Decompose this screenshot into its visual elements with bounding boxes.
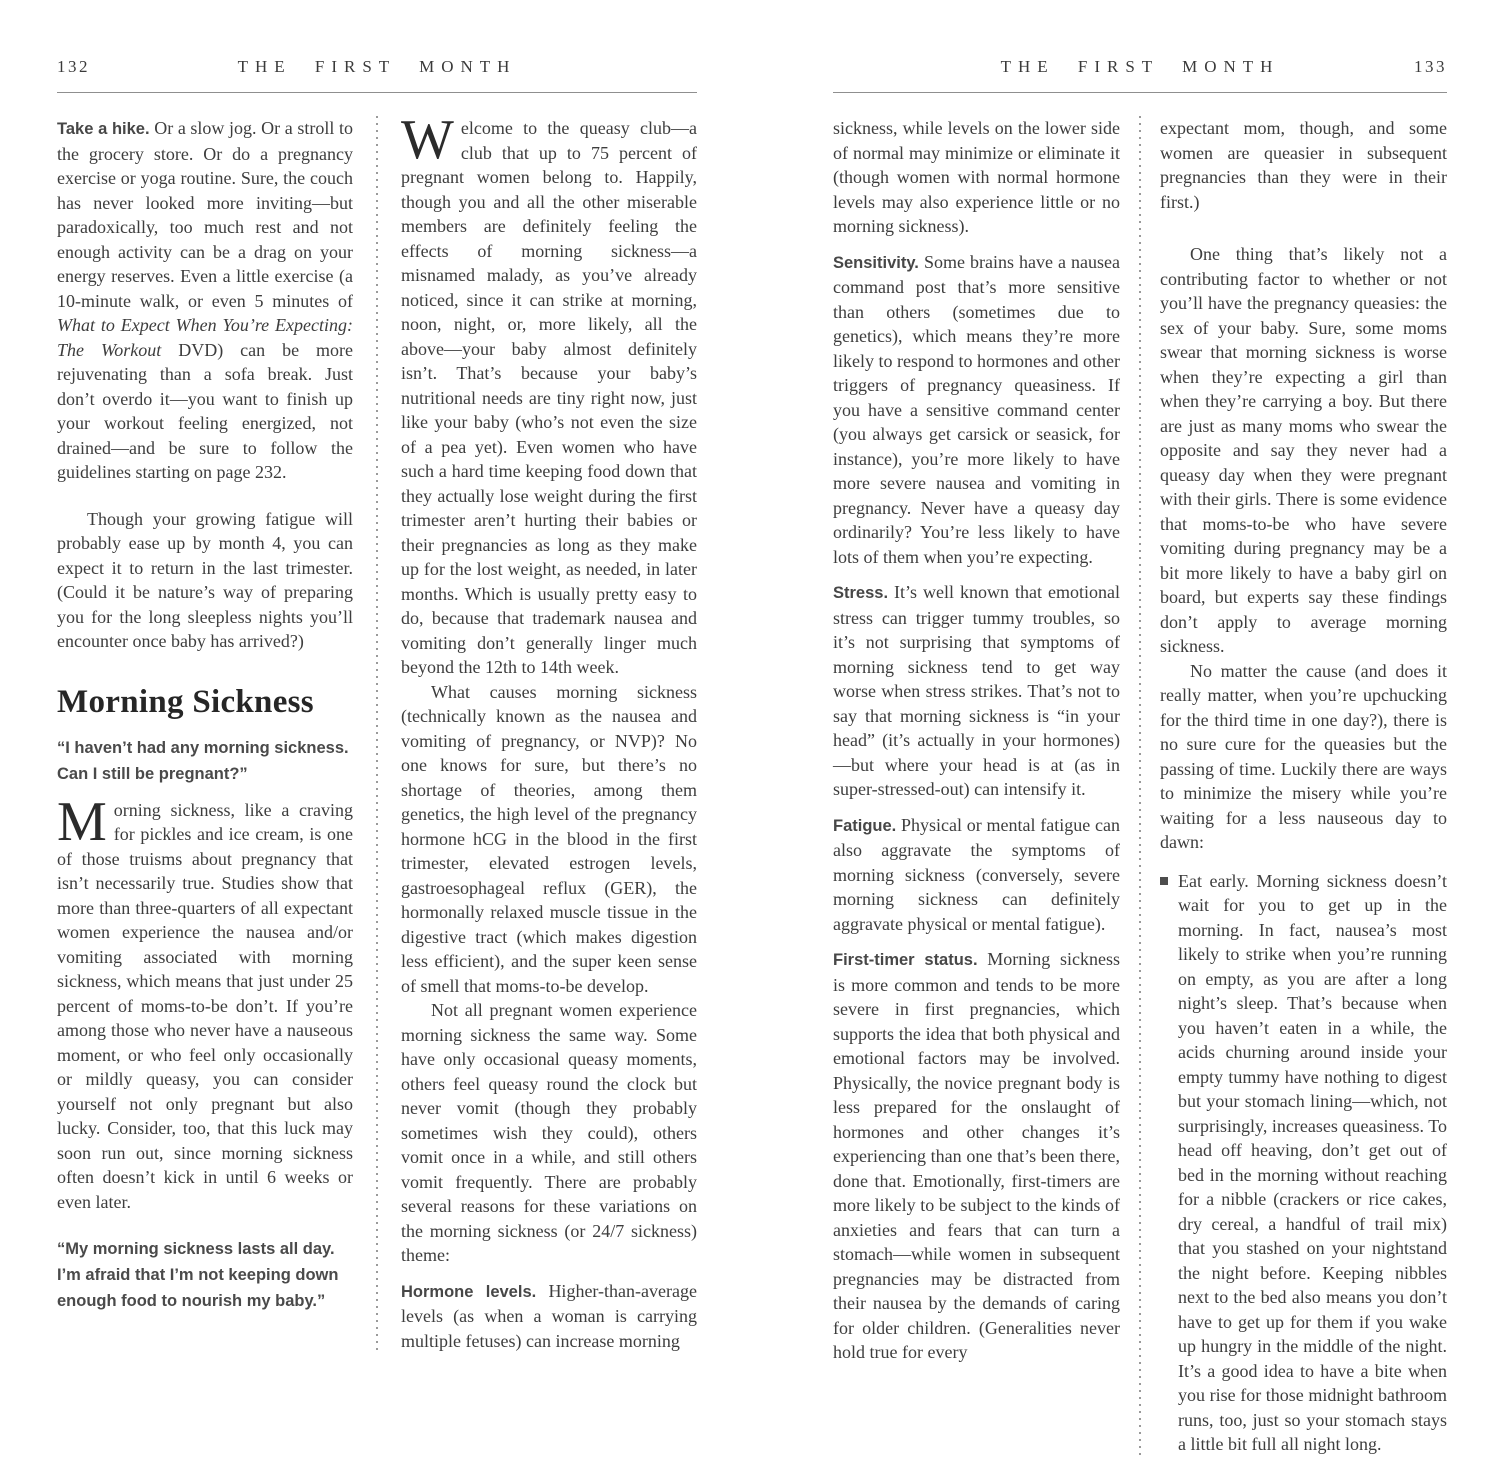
paragraph-hormone-continued: sickness, while levels on the lower side of normal may minimize or eliminate it (though women with normal hormone levels may also experience little or no morning sickness). <box>833 118 1120 236</box>
lead-in-sensitivity: Sensitivity. <box>833 253 919 272</box>
lead-in-stress: Stress. <box>833 584 889 602</box>
page-number: 132 <box>57 57 90 76</box>
column-2 <box>401 109 697 1353</box>
square-bullet-icon <box>1160 877 1168 885</box>
column-gap <box>353 116 401 1353</box>
paragraph-hormone-levels <box>401 1279 697 1354</box>
paragraph-text: Or a slow jog. Or a stroll to the grocery store. Or do a pregnancy exercise or yoga routine. Sure, the couch has never looked more inviting—but paradoxically, too much rest and not enough activity can be a drag on your energy reserves. Even a little exercise (a 10-minute walk, or even 5 minutes of <box>57 118 353 311</box>
paragraph-text: It’s well known that emotional stress can trigger tummy troubles, so it’s not surprising that symptoms of morning sickness tend to get way worse when stress strikes. That’s not to say that morning sickness is “in your head” (it’s actually in your hormones)—but where your head is at (as in super-stressed-out) can intensify it. <box>833 582 1120 799</box>
paragraph-take-a-hike <box>57 116 353 485</box>
dotted-column-divider <box>376 116 378 1353</box>
paragraph-not-all-pregnant: Not all pregnant women experience morning sickness the same way. Some have only occasional queasy moments, others feel queasy round the clock but never vomit (though they probably sometimes wish they could), others vomit once in a while, and still others vomit frequently. There are probably several reasons for these variations on the morning sickness (or 24/7 sickness) theme: <box>401 1000 697 1265</box>
page-header-left <box>57 57 697 93</box>
paragraph-welcome-dropcap <box>401 109 697 680</box>
running-head: THE FIRST MONTH <box>237 57 517 76</box>
column-4 <box>1160 116 1447 1457</box>
paragraph-text: elcome to the queasy club—a club that up to 75 percent of pregnant women belong to. Happily, though you and all the other miserable members are definitely feeling the effects of morning sickness—a misnamed malady, as you’ve already noticed, since it can strike at morning, noon, night, or, more likely, all the above—your baby almost definitely isn’t. That’s because your baby’s nutritional needs are tiny right now, just like your baby (who’s not even the size of a pea yet). Even women who have such a hard time keeping food down that they actually lose weight during the first trimester aren’t hurting their babies or their pregnancies as long as they make up for the lost weight, as needed, in later months. Which is usually pretty easy to do, because that trademark nausea and vomiting don’t generally linger much beyond the 12th to 14th week. <box>401 118 697 677</box>
paragraph-text: Some brains have a nausea command post that’s more sensitive than others (sometimes due to genetics), which means they’re more likely to respond to hormones and other triggers of pregnancy queasiness. If you have a sensitive command center (you always get carsick or seasick, for instance), you’re more likely to have more severe nausea and vomiting in pregnancy. Never have a queasy day ordinarily? You’re less likely to have lots of them when you’re expecting. <box>833 251 1120 567</box>
reader-question-1: “I haven’t had any morning sickness. Can I still be pregnant?” <box>57 738 349 783</box>
paragraph-text: Physical or mental fatigue can also aggravate the symptoms of morning sickness (conversely, severe morning sickness can definitely aggravate physical or mental fatigue). <box>833 814 1120 934</box>
two-column-layout <box>57 109 697 1353</box>
bullet-item-eat-early <box>1160 869 1447 1457</box>
reader-question-2: “My morning sickness lasts all day. I’m afraid that I’m not keeping down enough food to nourish my baby.” <box>57 1240 339 1311</box>
dotted-column-divider <box>1139 116 1141 1457</box>
column-1 <box>57 116 353 1353</box>
paragraph-text: DVD) can be more rejuvenating than a sofa break. Just don’t overdo it—you want to finish up your workout feeling energized, not drained—and be sure to follow the guidelines starting on page 232. <box>57 339 353 482</box>
book-page-left <box>57 57 697 1353</box>
page-number: 133 <box>1414 57 1447 76</box>
paragraph-no-matter-the-cause: No matter the cause (and does it really matter, when you’re upchucking for the third time in one day?), there is no sure cure for the queasies but the passing of time. Luckily there are ways to minimize the misery while you’re waiting for a less nauseous day to dawn: <box>1160 660 1447 852</box>
paragraph-fatigue-return: Though your growing fatigue will probably ease up by month 4, you can expect it to return in the last trimester. (Could it be nature’s way of preparing you for the long sleepless nights you’ll encounter once baby has arrived?) <box>57 508 353 651</box>
dropcap-w: W <box>401 109 454 171</box>
paragraph-sensitivity <box>833 250 1120 570</box>
italic-book-title: What to Expect When You’re Expecting: The Workout <box>57 315 353 360</box>
column-gap <box>1120 116 1160 1457</box>
two-column-layout <box>833 116 1447 1457</box>
paragraph-expectant-mom-continued: expectant mom, though, and some women are queasier in subsequent pregnancies than they were in their first.) <box>1160 118 1447 212</box>
paragraph-fatigue <box>833 813 1120 937</box>
paragraph-text: orning sickness, like a craving for pickles and ice cream, is one of those truisms about pregnancy that isn’t necessarily true. Studies show that more than three-quarters of all expectant women experience the nausea and/or vomiting associated with morning sickness, which means that just under 25 percent of moms-to-be don’t. If you’re among those who never have a nauseous moment, or who feel only occasionally or mildly queasy, you can consider yourself not only pregnant but also lucky. Consider, too, that this luck may soon run out, since morning sickness often doesn’t kick in until 6 weeks or even later. <box>57 799 353 1212</box>
paragraph-first-timer <box>833 947 1120 1365</box>
running-head: THE FIRST MONTH <box>1000 57 1280 76</box>
column-3 <box>833 116 1120 1457</box>
paragraph-text: Morning sickness is more common and tends to be more severe in first pregnancies, which supports the idea that both physical and emotional factors may be involved. Physically, the novice pregnant body is less prepared for the onslaught of hormones and other changes it’s experiencing than one that’s been there, done that. Emotionally, first-timers are more likely to be subject to the kinds of anxieties and fears that can turn a stomach—while women in subsequent pregnancies may be distracted from their nausea by the demands of caring for older children. (Generalities never hold true for every <box>833 949 1120 1362</box>
section-heading-morning-sickness: Morning Sickness <box>57 683 314 720</box>
lead-in-fatigue: Fatigue. <box>833 816 897 835</box>
paragraph-text: Higher-than-average levels (as when a woman is carrying multiple fetuses) can increase morning <box>401 1280 697 1351</box>
book-page-right <box>833 57 1447 1457</box>
bullet-text: Eat early. Morning sickness doesn’t wait for you to get up in the morning. In fact, nausea’s most likely to strike when you’re running on empty, as you are after a long night’s sleep. That’s because when you haven’t eaten in a while, the acids churning around inside your empty tummy have nothing to digest but your stomach lining—which, not surprisingly, increases queasiness. To head off heaving, don’t get out of bed in the morning without reaching for a nibble (crackers or rice cakes, dry cereal, a handful of trail mix) that you stashed on your nightstand the night before. Keeping nibbles next to the bed also means you don’t have to get up for them if you wake up hungry in the middle of the night. It’s a good idea to have a bite when you rise for those midnight bathroom runs, too, just so your stomach stays a little bit full all night long. <box>1178 870 1447 1454</box>
page-header-right <box>833 57 1447 93</box>
paragraph-stress <box>833 580 1120 802</box>
lead-in-first-timer: First-timer status. <box>833 951 978 969</box>
lead-in-take-a-hike: Take a hike. <box>57 120 150 138</box>
paragraph-morning-sickness-dropcap <box>57 790 353 1215</box>
paragraph-one-thing: One thing that’s likely not a contributing factor to whether or not you’ll have the pregnancy queasies: the sex of your baby. Sure, some moms swear that morning sickness is worse when they’re expecting a girl than when they’re carrying a boy. But there are just as many moms who swear the opposite and say they never had a queasy day when they were pregnant with their girls. There is some evidence that moms-to-be who have severe vomiting during pregnancy may be a bit more likely to have a baby girl on board, but experts say these findings don’t apply to average morning sickness. <box>1160 244 1447 656</box>
lead-in-hormone-levels: Hormone levels. <box>401 1282 537 1301</box>
dropcap-m: M <box>57 790 107 853</box>
paragraph-what-causes: What causes morning sickness (technically known as the nausea and vomiting of pregnancy, or NVP)? No one knows for sure, but there’s no shortage of theories, among them genetics, the high level of the pregnancy hormone hCG in the blood in the first trimester, elevated estrogen levels, gastroesophageal reflux (GER), the hormonally relaxed muscle tissue in the digestive tract (which makes digestion less efficient), and the super keen sense of smell that moms-to-be develop. <box>401 681 697 996</box>
